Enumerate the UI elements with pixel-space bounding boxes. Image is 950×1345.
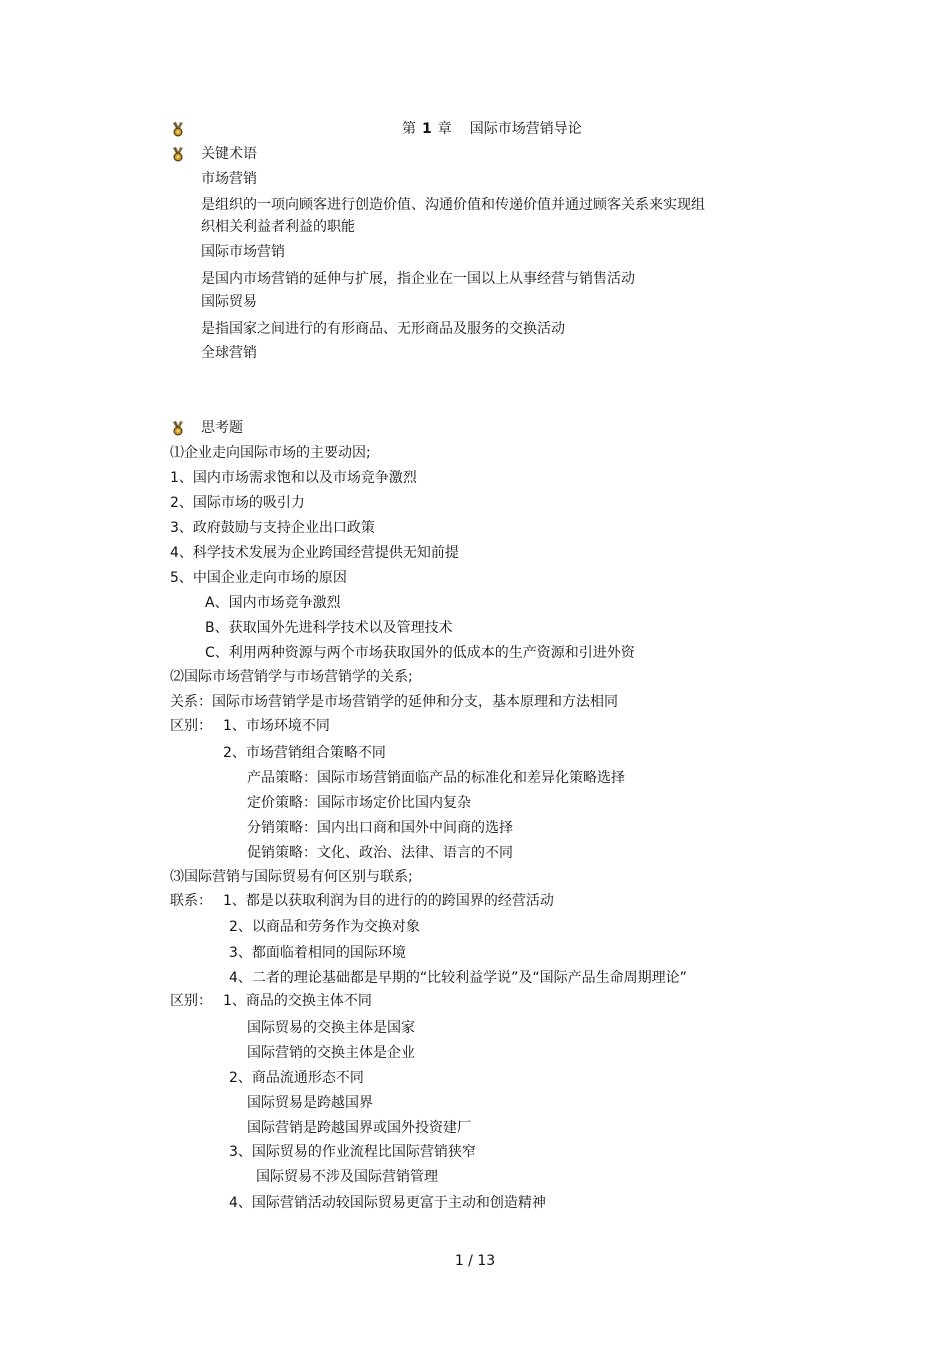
term-marketing: 市场营销 xyxy=(201,171,257,187)
question-2-relation: 关系：国际市场营销学是市场营销学的延伸和分支，基本原理和方法相同 xyxy=(170,694,618,710)
question-3-difference-detail: 国际贸易不涉及国际营销管理 xyxy=(256,1169,438,1185)
definition-international-trade: 是指国家之间进行的有形商品、无形商品及服务的交换活动 xyxy=(201,321,565,337)
question-3-difference-detail: 国际贸易是跨越国界 xyxy=(247,1095,373,1111)
question-3-difference-detail: 国际营销是跨越国界或国外投资建厂 xyxy=(247,1120,471,1136)
definition-international-marketing: 是国内市场营销的延伸与扩展，指企业在一国以上从事经营与销售活动 xyxy=(201,271,635,287)
question-3-difference-detail: 国际营销的交换主体是企业 xyxy=(247,1045,415,1061)
term-international-trade: 国际贸易 xyxy=(201,294,257,310)
question-1-item: 1、国内市场需求饱和以及市场竞争激烈 xyxy=(170,470,417,486)
question-3-difference-detail: 国际贸易的交换主体是国家 xyxy=(247,1020,415,1036)
chapter-title xyxy=(402,119,582,139)
chapter-suffix: 章 xyxy=(437,121,452,137)
definition-marketing-line2: 织相关利益者利益的职能 xyxy=(201,219,355,235)
key-terms-heading: 关键术语 xyxy=(201,146,257,162)
question-3-link-item: 4、二者的理论基础都是早期的“比较利益学说”及“国际产品生命周期理论” xyxy=(229,970,687,986)
question-3-difference-item: 2、商品流通形态不同 xyxy=(229,1070,364,1086)
question-1-subitem: C、利用两种资源与两个市场获取国外的低成本的生产资源和引进外资 xyxy=(205,645,635,661)
strategy-line: 定价策略：国际市场定价比国内复杂 xyxy=(247,795,471,811)
strategy-line: 促销策略：文化、政治、法律、语言的不同 xyxy=(247,845,513,861)
question-2: ⑵国际市场营销学与市场营销学的关系; xyxy=(170,669,413,685)
question-3-link-label: 联系： xyxy=(170,893,212,909)
question-3: ⑶国际营销与国际贸易有何区别与联系; xyxy=(170,869,413,885)
chapter-name: 国际市场营销导论 xyxy=(469,121,582,137)
question-3-difference-item: 3、国际贸易的作业流程比国际营销狭窄 xyxy=(229,1144,476,1160)
question-1-item: 4、科学技术发展为企业跨国经营提供无知前提 xyxy=(170,545,459,561)
question-3-difference-item: 4、国际营销活动较国际贸易更富于主动和创造精神 xyxy=(229,1195,546,1211)
question-3-link-item: 2、以商品和劳务作为交换对象 xyxy=(229,919,420,935)
question-3-difference-label: 区别： xyxy=(170,993,212,1009)
medal-bullet-icon xyxy=(170,420,186,436)
strategy-line: 分销策略：国内出口商和国外中间商的选择 xyxy=(247,820,513,836)
question-3-link-item: 1、都是以获取利润为目的进行的的跨国界的经营活动 xyxy=(223,893,554,909)
question-2-difference-label: 区别： xyxy=(170,718,212,734)
question-1-item: 3、政府鼓励与支持企业出口政策 xyxy=(170,520,375,536)
question-1-subitem: B、获取国外先进科学技术以及管理技术 xyxy=(205,620,453,636)
term-global-marketing: 全球营销 xyxy=(201,345,257,361)
question-3-difference-item: 1、商品的交换主体不同 xyxy=(223,993,372,1009)
definition-marketing-line1: 是组织的一项向顾客进行创造价值、沟通价值和传递价值并通过顾客关系来实现组 xyxy=(201,197,705,213)
chapter-number: 1 xyxy=(422,121,432,137)
question-1-item: 2、国际市场的吸引力 xyxy=(170,495,305,511)
strategy-line: 产品策略：国际市场营销面临产品的标准化和差异化策略选择 xyxy=(247,770,625,786)
page-indicator: 1 / 13 xyxy=(454,1253,496,1269)
medal-bullet-icon xyxy=(170,121,186,137)
questions-heading: 思考题 xyxy=(201,420,243,436)
question-2-difference-item: 2、市场营销组合策略不同 xyxy=(223,745,386,761)
term-international-marketing: 国际市场营销 xyxy=(201,244,285,260)
question-1-item: 5、中国企业走向市场的原因 xyxy=(170,570,347,586)
medal-bullet-icon xyxy=(170,146,186,162)
question-2-difference-item: 1、市场环境不同 xyxy=(223,718,330,734)
question-1-subitem: A、国内市场竞争激烈 xyxy=(205,595,341,611)
question-1: ⑴企业走向国际市场的主要动因; xyxy=(170,445,371,461)
question-3-link-item: 3、都面临着相同的国际环境 xyxy=(229,945,406,961)
chapter-prefix: 第 xyxy=(402,121,416,137)
